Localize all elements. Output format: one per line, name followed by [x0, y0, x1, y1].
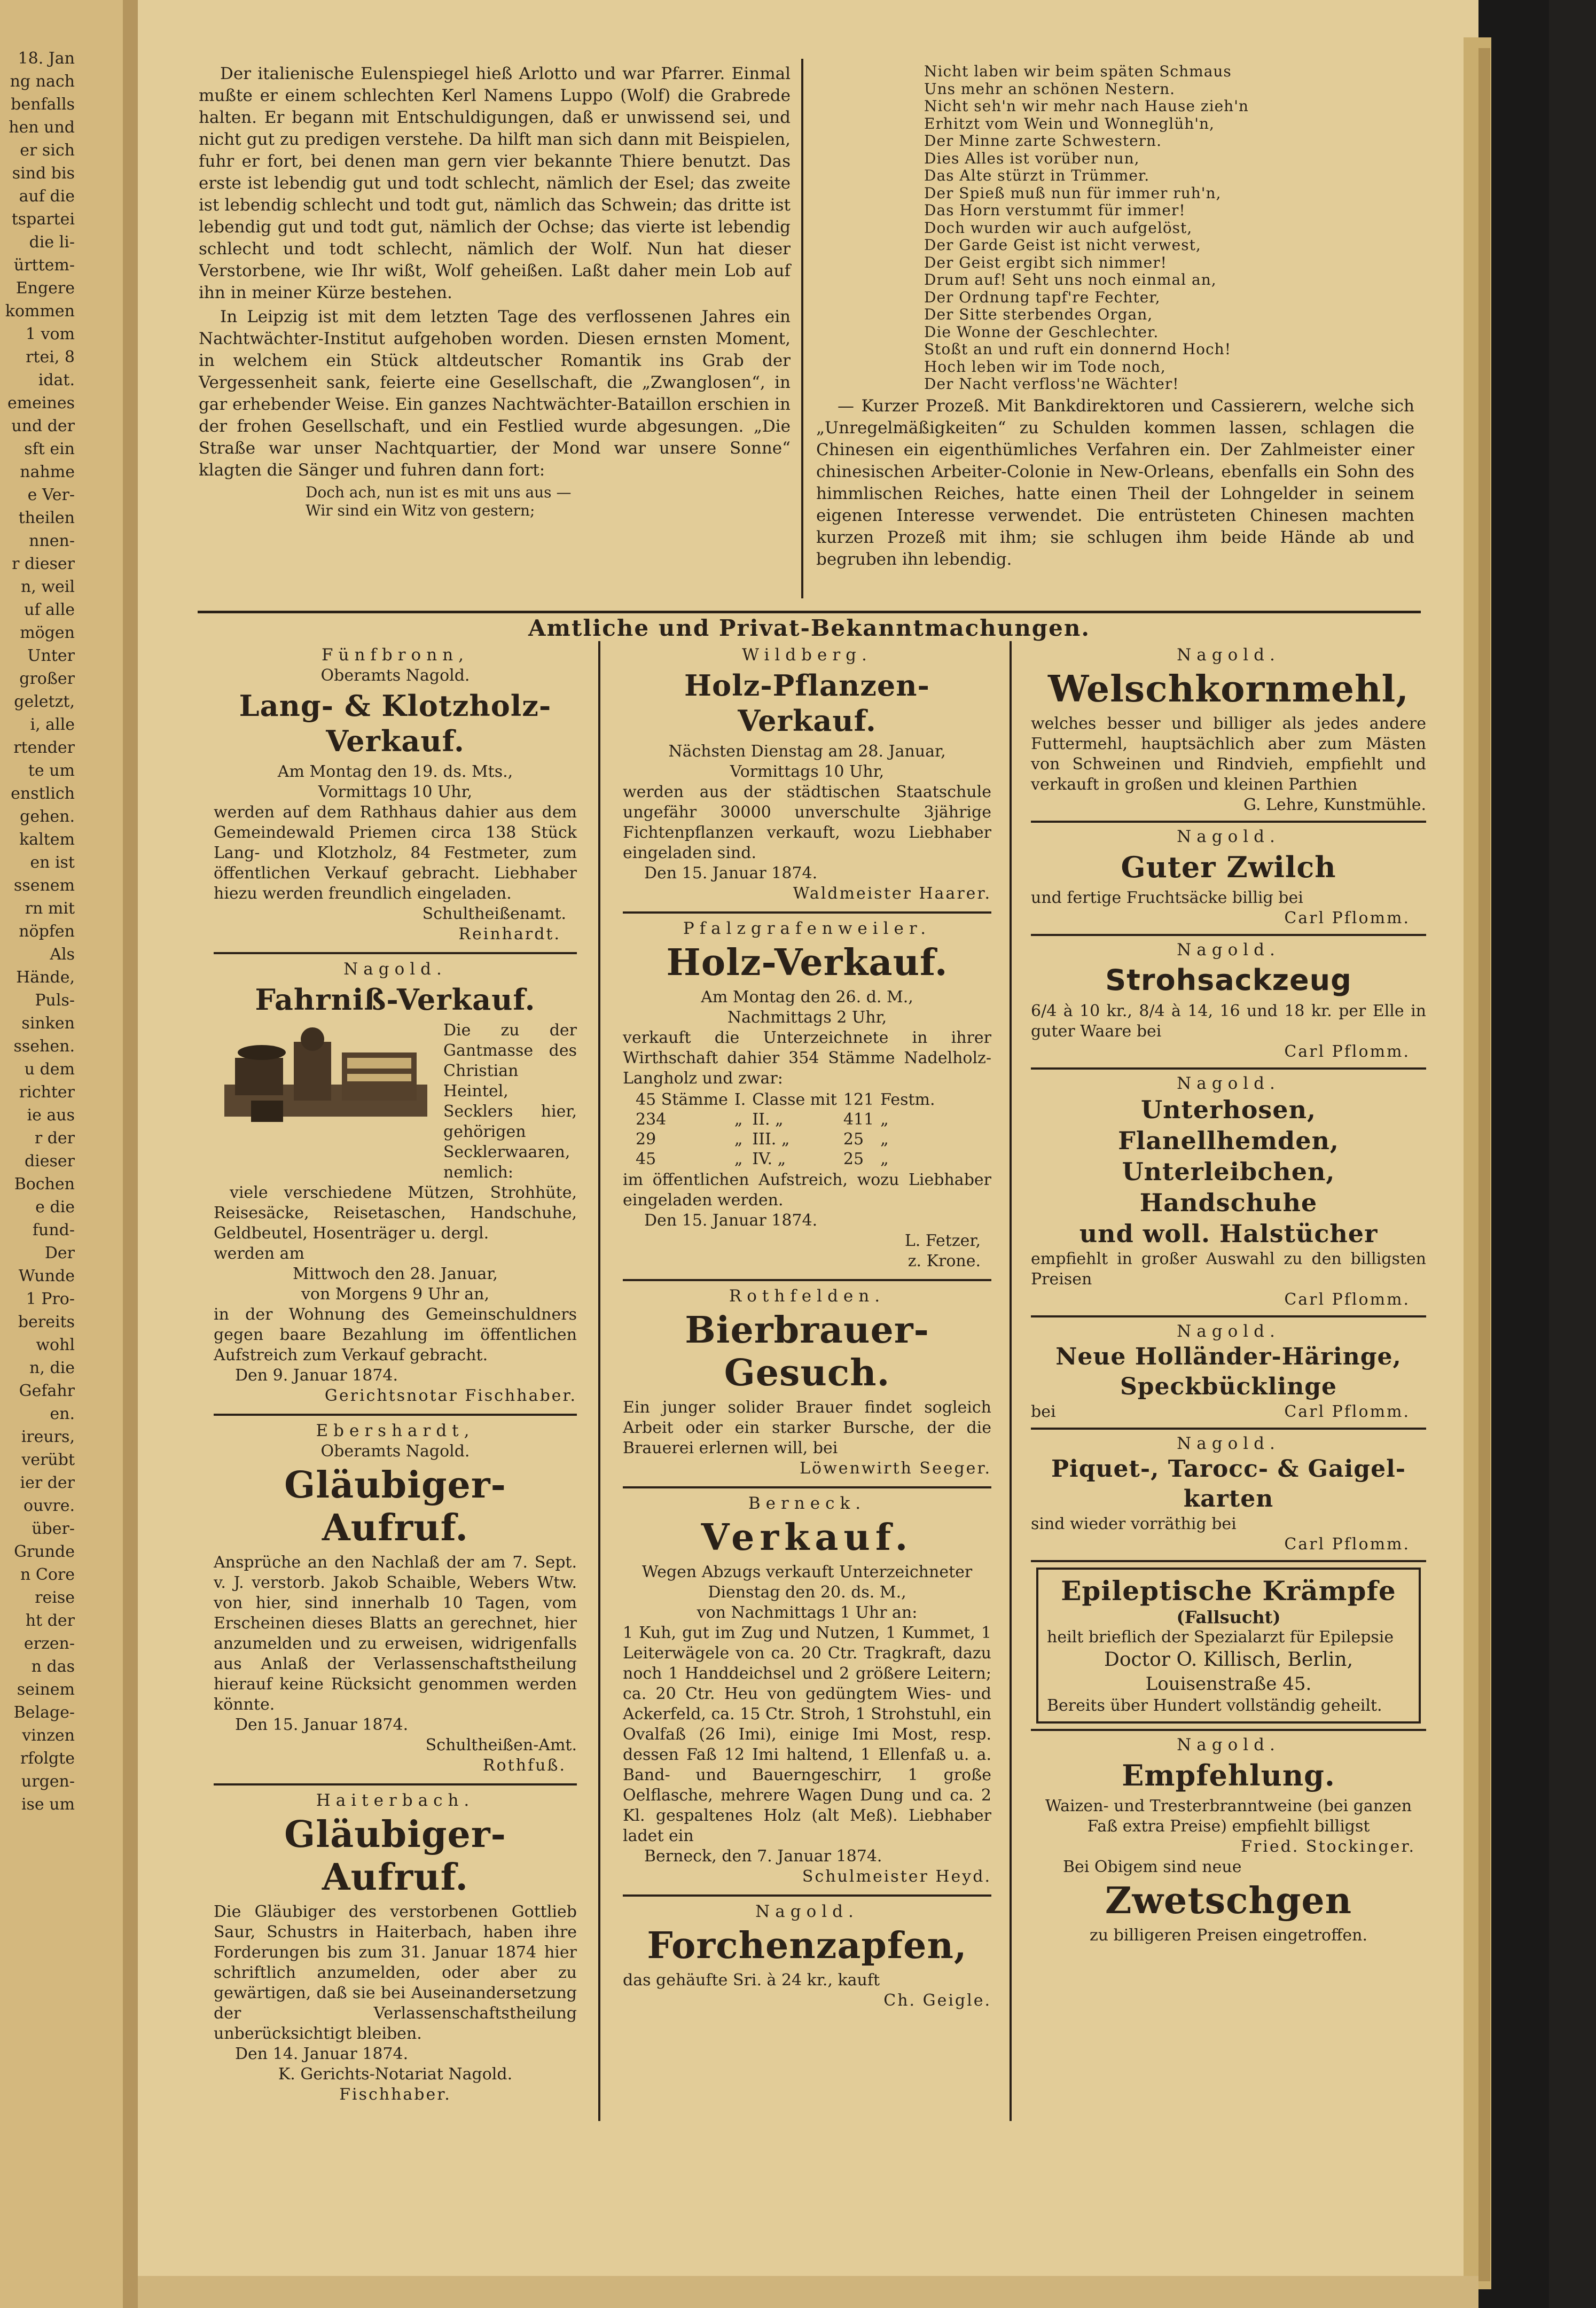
left-page-fragment: en ist	[30, 853, 75, 872]
ad-line: von Nachmittags 1 Uhr an:	[697, 1603, 918, 1622]
left-page-fragment: nahme	[20, 463, 75, 481]
verse-line: Wir sind ein Witz von gestern;	[306, 502, 535, 519]
left-page-fragment: rfolgte	[20, 1749, 75, 1768]
ad-body: empfiehlt in großer Auswahl zu den billigsten Preisen	[1031, 1250, 1426, 1289]
ad-title: Holz-Verkauf.	[666, 941, 948, 984]
timber-cell: 29	[636, 1130, 656, 1149]
ad-forchenzapfen	[623, 1901, 991, 2011]
left-page-fragment: ier der	[20, 1473, 75, 1492]
left-page-fragment: sinken	[21, 1014, 75, 1033]
ad-body: 1 Kuh, gut im Zug und Nutzen, 1 Kummet, 1 Leiterwägele von ca. 20 Ctr. Tragkraft, dazu noch 1 Handdeichsel und 2 größere Leitern; ca. 20 Ctr. Heu von gedüngtem Wies- und Ackerfeld, ca. 15 Ctr. Stroh, 1 Strohstuhl, ein Ovalfaß (26 Imi), einige Imi Most, resp. dessen Faß 12 Imi haltend, 1 Ellenfaß u. a. Band- und Bauerngeschirr, 1 große Oelflasche, mehrere Wagen Dung und ca. 2 Kl. gespaltenes Holz (alt Meß). Liebhaber ladet ein	[623, 1624, 991, 1845]
left-page-fragment: richter	[19, 1083, 75, 1102]
left-page-fragment: en.	[50, 1405, 75, 1423]
ad-line: Vormittags 10 Uhr,	[730, 762, 885, 781]
ad-title: karten	[1183, 1485, 1274, 1512]
ad-doctor: Doctor O. Killisch, Berlin,	[1104, 1649, 1354, 1671]
left-page-fragment: Unter	[27, 646, 75, 665]
ad-divider	[1031, 1315, 1426, 1317]
left-page-fragment: nnen-	[29, 532, 75, 550]
left-page-fragment: r dieser	[12, 555, 75, 573]
ad-body: sind wieder vorräthig bei	[1031, 1515, 1237, 1533]
ad-line: werden am	[214, 1244, 304, 1263]
ad-body: und fertige Fruchtsäcke billig bei	[1031, 888, 1303, 907]
ad-signature: Ch. Geigle.	[883, 1991, 991, 2010]
ad-divider	[1031, 1560, 1426, 1562]
left-page-fragment: ouvre.	[24, 1496, 75, 1515]
poem-line: Uns mehr an schönen Nestern.	[924, 80, 1176, 98]
ad-place: Berneck.	[748, 1494, 866, 1513]
left-page-fragment: auf die	[19, 187, 75, 206]
poem-line: Das Horn verstummt für immer!	[924, 201, 1186, 219]
ad-line: Nachmittags 2 Uhr,	[727, 1008, 887, 1027]
ad-signature: L. Fetzer,	[904, 1231, 981, 1250]
timber-cell: 121	[843, 1090, 874, 1109]
article-paragraph: Der italienische Eulenspiegel hieß Arlotto und war Pfarrer. Einmal mußte er einem schlechten Kerl Namens Luppo (Wolf) die Grabrede halten. Er begann mit Entschuldigungen, daß er unwissend sei, und nicht gut zu predigen verstehe. Da hilft man sich dann mit Beispielen, fuhr er fort, bei denen man gern vier bekannte Thiere benutzt. Das erste ist lebendig gut und todt schlecht, nämlich der Esel; das zweite ist lebendig schlecht und todt gut, nämlich das Schwein; das dritte ist lebendig gut und todt gut, nämlich der Ochse; das vierte ist lebendig schlecht und todt schlecht, nämlich der Wolf. Nun hat dieser Verstorbene, wie Ihr wißt, Wolf geheißen. Laßt daher mein Lob auf ihn in meiner Kürze bestehen.	[199, 64, 791, 302]
ad-place: Wildberg.	[742, 645, 872, 665]
left-page-fragment: nöpfen	[19, 922, 75, 941]
ad-body: 6/4 à 10 kr., 8/4 à 14, 16 und 18 kr. per Elle in guter Waare bei	[1031, 1002, 1426, 1041]
ad-subtitle: (Fallsucht)	[1176, 1607, 1281, 1627]
left-page-fragment: 1 Pro-	[26, 1290, 75, 1308]
ad-holzpflanzen	[623, 644, 991, 904]
left-page-fragment: seinem	[17, 1680, 75, 1699]
left-page-fragment: fund-	[32, 1221, 75, 1239]
ad-signature: Schultheißenamt.	[422, 905, 566, 923]
article-kurzer-prozess	[816, 395, 1414, 573]
ad-signature: Carl Pflomm.	[1284, 1535, 1410, 1554]
timber-cell: „	[880, 1150, 889, 1168]
left-page-fragment: mögen	[20, 623, 75, 642]
left-page-fragment: te um	[28, 761, 75, 780]
left-page-fragments	[0, 47, 75, 1816]
ad-body: Waizen- und Tresterbranntweine (bei ganzen Faß extra Preise) empfiehlt billigst	[1045, 1797, 1412, 1836]
ad-unterhosen	[1031, 1073, 1426, 1310]
ad-title: Epileptische Krämpfe	[1061, 1575, 1396, 1607]
left-page-fragment: ng nach	[10, 72, 75, 91]
left-page-fragment: wohl	[36, 1336, 75, 1354]
ad-bierbrauer	[623, 1285, 991, 1479]
left-page-fragment: ie aus	[27, 1106, 75, 1125]
ad-title: Verkauf.	[701, 1516, 913, 1559]
ad-title: Unterleibchen, Handschuhe	[1122, 1157, 1335, 1217]
left-page-fragment: Hände,	[16, 968, 75, 987]
poem-line: Der Minne zarte Schwestern.	[924, 132, 1162, 150]
left-page-fragment: dieser	[24, 1152, 75, 1171]
left-page-fragment: idat.	[38, 371, 75, 389]
ad-spielkarten	[1031, 1433, 1426, 1555]
ad-line: Nächsten Dienstag am 28. Januar,	[668, 742, 946, 761]
ad-place: Fünfbronn,	[321, 645, 470, 665]
ad-divider	[1031, 1729, 1426, 1731]
ad-line: Mittwoch den 28. Januar,	[293, 1265, 498, 1283]
timber-cell: 45	[636, 1150, 656, 1168]
ad-title: Piquet-, Tarocc- & Gaigel-	[1051, 1455, 1406, 1483]
ad-title: Holz-Pflanzen-Verkauf.	[684, 668, 930, 738]
column-3	[1031, 644, 1426, 1946]
left-page-fragment: n das	[31, 1657, 75, 1676]
left-page-fragment: verübt	[21, 1451, 75, 1469]
ad-place: Rothfelden.	[729, 1286, 886, 1306]
ad-body: das gehäufte Sri. à 24 kr., kauft	[623, 1971, 880, 1990]
timber-row	[636, 1149, 942, 1169]
ad-signature: Schulmeister Heyd.	[802, 1867, 991, 1886]
ad-date: Den 14. Januar 1874.	[235, 2045, 409, 2063]
poem-line: Das Alte stürzt in Trümmer.	[924, 167, 1150, 184]
left-page-fragment: sind bis	[12, 164, 75, 183]
section-title: Amtliche und Privat-Bekanntmachungen.	[528, 615, 1091, 641]
ad-signature: Rothfuß.	[482, 1756, 566, 1775]
poem-line: Erhitzt vom Wein und Wonneglüh'n,	[924, 114, 1215, 132]
ad-line: Wegen Abzugs verkauft Unterzeichneter	[641, 1563, 973, 1581]
ad-place: Nagold.	[1177, 645, 1280, 665]
ad-glaeubiger-haiterbach	[214, 1790, 577, 2105]
left-page-fragment: e die	[35, 1198, 75, 1217]
ad-address: Louisenstraße 45.	[1145, 1673, 1312, 1695]
ad-place: Nagold.	[1177, 827, 1280, 846]
nightwatch-poem	[833, 63, 1464, 393]
ad-date: Den 9. Januar 1874.	[235, 1366, 398, 1385]
ad-body: Die Gläubiger des verstorbenen Gottlieb Saur, Schustrs in Haiterbach, haben ihre Forderungen bis zum 31. Januar 1874 hier schriftlich anzumelden, oder aber zu gewärtigen, daß sie bei Auseinandersetzung der Verlassenschaftstheilung unberücksichtigt bleiben.	[214, 1902, 577, 2043]
poem-line: Dies Alles ist vorüber nun,	[924, 149, 1140, 167]
left-page-fragment: rtei, 8	[26, 348, 75, 367]
left-page-fragment: Bochen	[14, 1175, 75, 1194]
ad-title: Forchenzapfen,	[647, 1924, 967, 1967]
poem-line: Hoch leben wir im Tode noch,	[924, 357, 1166, 376]
left-page-fragment: enstlich	[11, 784, 75, 803]
ad-signature: G. Lehre, Kunstmühle.	[1243, 796, 1426, 814]
article-paragraph: — Kurzer Prozeß. Mit Bankdirektoren und Cassierern, welche sich „Unregelmäßigkeiten“ zu Schulden kommen lassen, schlagen die Chinesen ein eigenthümliches Verfahren ein. Der Zahlmeister einer chinesischen Arbeiter-Colonie in New-Orleans, ebenfalls ein Sohn des himmlischen Reiches, hatte einen Theil der Lohngelder in seinem eigenen Interesse verwendet. Die entrüsteten Chinesen machten kurzen Prozeß mit ihm; sie schlugen ihm beide Hände ab und begruben ihn lebendig.	[816, 396, 1414, 569]
ad-signature: Gerichtsnotar Fischhaber.	[324, 1386, 577, 1405]
ad-signature: z. Krone.	[907, 1252, 981, 1270]
timber-cell: „	[734, 1110, 743, 1129]
left-page-fragment: kaltem	[19, 830, 75, 849]
left-page-fragment: ssenem	[13, 876, 75, 895]
left-page-fragment: über-	[32, 1519, 75, 1538]
left-page-fragment: und der	[11, 417, 75, 435]
ad-divider	[1031, 934, 1426, 936]
left-page-fragment: emeines	[7, 394, 75, 412]
ad-divider	[214, 1783, 577, 1785]
ad-date: Den 15. Januar 1874.	[644, 864, 818, 883]
ad-body: welches besser und billiger als jedes andere Futtermehl, hauptsächlich aber zum Mästen von Schweinen und Rindvieh, empfiehlt und verkauft in großen und kleinen Parthien	[1031, 714, 1426, 794]
poem-line: Der Nacht verfloss'ne Wächter!	[924, 375, 1179, 393]
left-page-fragment: geletzt,	[14, 692, 75, 711]
ad-place: Pfalzgrafenweiler.	[683, 919, 932, 938]
poem-line: Stoßt an und ruft ein donnernd Hoch!	[924, 340, 1231, 358]
left-page-fragment: theilen	[18, 509, 75, 527]
timber-cell: III. „	[752, 1130, 790, 1149]
merchandise-illustration	[214, 1020, 438, 1127]
ad-signature: Löwenwirth Seeger.	[800, 1459, 991, 1478]
timber-table	[636, 1090, 942, 1169]
ad-body: viele verschiedene Mützen, Strohhüte, Reisesäcke, Reisetaschen, Handschuhe, Geldbeutel, Hosenträger u. dergl.	[214, 1183, 577, 1243]
ad-line: bei	[1031, 1402, 1056, 1421]
ad-subplace: Oberamts Nagold.	[320, 666, 470, 685]
ad-haeringe	[1031, 1321, 1426, 1422]
timber-cell: 411	[843, 1110, 874, 1129]
column-divider	[801, 59, 803, 598]
timber-cell: 25	[843, 1150, 864, 1168]
ad-title: Gläubiger-Aufruf.	[284, 1464, 506, 1549]
left-page-fragment: urgen-	[21, 1772, 75, 1791]
ad-empfehlung	[1031, 1734, 1426, 1946]
section-header	[198, 613, 1421, 643]
left-page-fragment: benfalls	[11, 95, 75, 114]
ad-body: Ansprüche an den Nachlaß der am 7. Sept. v. J. verstorb. Jakob Schaible, Webers Wtw. von hier, sind innerhalb 10 Tagen, vom Erscheinen dieses Blatts an gerechnet, hier anzumelden und zu erweisen, widrigenfalls aus Anlaß der Verlassenschaftstheilung hierauf keine Rücksicht genommen werden könnte.	[214, 1553, 577, 1714]
timber-cell: IV. „	[752, 1150, 786, 1168]
timber-cell: Classe mit	[752, 1090, 837, 1109]
ad-line: Am Montag den 26. d. M.,	[701, 988, 913, 1007]
poem-line: Der Sitte sterbendes Organ,	[924, 306, 1153, 323]
left-page-fragment: kommen	[5, 302, 75, 321]
ad-divider	[214, 952, 577, 954]
timber-cell: 234	[636, 1110, 667, 1129]
ad-body: verkauft die Unterzeichnete in ihrer Wirthschaft dahier 354 Stämme Nadelholz-Langholz und zwar:	[623, 1028, 991, 1088]
left-page-fragment: Grunde	[14, 1542, 75, 1561]
left-page-fragment: Gefahr	[19, 1382, 75, 1400]
ad-line: Am Montag den 19. ds. Mts.,	[277, 762, 513, 781]
left-page-fragment: n, die	[29, 1359, 75, 1377]
left-page-fragment: großer	[19, 669, 75, 688]
left-page-fragment: e Ver-	[27, 486, 75, 504]
poem-line: Der Geist ergibt sich nimmer!	[924, 253, 1167, 271]
left-page-fragment: tspartei	[11, 210, 75, 229]
ad-langholz	[214, 644, 577, 945]
timber-cell: II. „	[752, 1110, 784, 1129]
left-page-fragment: ise um	[21, 1795, 75, 1814]
left-page-fragment: sft ein	[24, 440, 75, 458]
ad-title: Guter Zwilch	[1121, 850, 1336, 884]
ad-strohsackzeug	[1031, 939, 1426, 1062]
ad-epilepsie	[1036, 1568, 1421, 1724]
ad-title: Welschkornmehl,	[1048, 668, 1409, 711]
left-page-fragment: r der	[34, 1129, 75, 1148]
left-page-fragment: bereits	[18, 1313, 75, 1331]
ad-date: Den 15. Januar 1874.	[235, 1716, 409, 1734]
timber-cell: I.	[734, 1090, 746, 1109]
timber-cell: „	[880, 1110, 889, 1129]
ad-signature: Carl Pflomm.	[1284, 909, 1410, 927]
ad-divider	[1031, 1067, 1426, 1070]
ad-signature: Carl Pflomm.	[1284, 1042, 1410, 1061]
ad-holzverkauf	[623, 918, 991, 1272]
ad-title: und woll. Halstücher	[1079, 1219, 1378, 1248]
ad-signature: Carl Pflomm.	[1284, 1290, 1410, 1309]
ad-glaeubiger-ebershardt	[214, 1420, 577, 1776]
left-page-fragment: Als	[50, 945, 75, 964]
ad-divider	[214, 1414, 577, 1416]
ad-divider	[1031, 821, 1426, 823]
timber-cell: Festm.	[880, 1090, 935, 1109]
ad-line: Vormittags 10 Uhr,	[318, 783, 473, 801]
left-page-fragment: vinzen	[22, 1726, 75, 1745]
ad-title: Bierbrauer-Gesuch.	[685, 1309, 929, 1394]
timber-row	[636, 1110, 942, 1129]
column-2	[623, 644, 991, 2011]
ad-body: zu billigeren Preisen eingetroffen.	[1089, 1926, 1368, 1945]
ad-title: Gläubiger-Aufruf.	[284, 1813, 506, 1899]
left-page-fragment: ürttem-	[13, 256, 75, 275]
poem-line: Doch wurden wir auch aufgelöst,	[924, 219, 1193, 237]
ad-place: Nagold.	[1177, 1322, 1280, 1341]
left-page-fragment: Belage-	[13, 1703, 75, 1722]
ad-title: Zwetschgen	[1105, 1880, 1352, 1922]
left-page-fragment: uf alle	[24, 601, 75, 619]
ad-place: Nagold.	[1177, 940, 1280, 960]
poem-line: Die Wonne der Geschlechter.	[924, 323, 1159, 341]
poem-line: Nicht seh'n wir mehr nach Hause zieh'n	[924, 97, 1249, 115]
ad-subplace: Oberamts Nagold.	[320, 1442, 470, 1461]
ad-signature: Schultheißen-Amt.	[425, 1736, 577, 1755]
ad-line: Bei Obigem sind neue	[1063, 1858, 1242, 1876]
ad-place: Nagold.	[1177, 1074, 1280, 1093]
ad-place: Ebershardt,	[316, 1421, 475, 1440]
ad-place: Nagold.	[755, 1902, 859, 1921]
article-eulenspiegel	[199, 63, 791, 520]
ad-divider	[623, 1279, 991, 1281]
left-page-fragment: ssehen.	[13, 1037, 75, 1056]
left-page-fragment: 18. Jan	[18, 49, 75, 68]
article-paragraph: In Leipzig ist mit dem letzten Tage des verflossenen Jahres ein Nachtwächter-Institut aufgehoben worden. Diesen ernsten Moment, in welchem ein Stück altdeutscher Romantik ins Grab der Vergessenheit sank, feierte eine Gesellschaft, die „Zwanglosen“, in gar erhebender Weise. Ein ganzes Nachtwächter-Bataillon erschien in der frohen Gesellschaft, und ein Festlied wurde abgesungen. „Die Straße war unser Nachtquartier, der Mond war unsere Sonne“ klagten die Sänger und fuhren dann fort:	[199, 307, 791, 480]
left-page-fragment: Wunde	[18, 1267, 75, 1285]
timber-cell: „	[880, 1130, 889, 1149]
timber-row	[636, 1129, 942, 1149]
ad-zwilch	[1031, 826, 1426, 929]
ad-body: in der Wohnung des Gemeinschuldners gegen baare Bezahlung im öffentlichen Aufstreich zum Verkauf gebracht.	[214, 1305, 577, 1364]
ad-title: Fahrniß-Verkauf.	[255, 983, 536, 1017]
ad-title: Speckbücklinge	[1120, 1373, 1337, 1400]
timber-cell: „	[734, 1130, 743, 1149]
poem-line: Nicht laben wir beim späten Schmaus	[924, 63, 1232, 80]
ad-place: Nagold.	[1177, 1735, 1280, 1755]
left-page-fragment: rtender	[13, 738, 75, 757]
ad-place: Nagold.	[1177, 1434, 1280, 1453]
poem-line: Der Ordnung tapf're Fechter,	[924, 288, 1161, 306]
left-page-fragment: Der	[44, 1244, 75, 1262]
ad-line: von Morgens 9 Uhr an,	[301, 1285, 490, 1304]
ad-body: werden aus der städtischen Staatschule ungefähr 30000 unverschulte 3jährige Fichtenpflanzen verkauft, wozu Liebhaber eingeladen sind.	[623, 783, 991, 862]
ad-signature: Fischhaber.	[339, 2085, 451, 2104]
left-page-fragment: erzen-	[24, 1634, 75, 1653]
left-page-fragment: er sich	[20, 141, 75, 160]
ad-body: Die zu der Gantmasse des Christian Heintel, Secklers hier, gehörigen Secklerwaaren, nemlich:	[443, 1021, 577, 1182]
ad-divider	[1031, 1428, 1426, 1430]
timber-cell: 45 Stämme	[636, 1090, 728, 1109]
ad-title: Lang- & Klotzholz-Verkauf.	[239, 689, 552, 758]
left-page-fragment: Engere	[15, 279, 75, 298]
poem-line: Der Spieß muß nun für immer ruh'n,	[924, 184, 1222, 202]
ad-body: Bereits über Hundert vollständig geheilt.	[1047, 1696, 1382, 1715]
left-page-fragment: n, weil	[20, 578, 75, 596]
ad-signature: K. Gerichts-Notariat Nagold.	[278, 2065, 513, 2084]
ad-place: Nagold.	[343, 960, 447, 979]
ad-divider	[623, 1894, 991, 1897]
ad-verkauf-berneck	[623, 1493, 991, 1887]
timber-cell: 25	[843, 1130, 864, 1149]
ad-divider	[623, 911, 991, 914]
left-page-fragment: i, alle	[30, 715, 75, 734]
ad-line: Dienstag den 20. ds. M.,	[708, 1583, 906, 1602]
timber-row	[636, 1090, 942, 1110]
left-page-fragment: n Core	[20, 1565, 75, 1584]
poem-line: Drum auf! Seht uns noch einmal an,	[924, 271, 1217, 288]
left-page-fragment: u dem	[24, 1060, 75, 1079]
timber-cell: „	[734, 1150, 743, 1168]
ad-signature: Fried. Stockinger.	[1241, 1837, 1415, 1856]
ad-date: Berneck, den 7. Januar 1874.	[644, 1847, 882, 1866]
verse-line: Doch ach, nun ist es mit uns aus —	[306, 484, 572, 501]
ad-title: Strohsackzeug	[1105, 963, 1352, 997]
ad-place: Haiterbach.	[316, 1791, 475, 1810]
ad-title: Empfehlung.	[1122, 1758, 1335, 1792]
ad-divider	[623, 1486, 991, 1488]
ad-date: Den 15. Januar 1874.	[644, 1211, 818, 1230]
left-page-fragment: Puls-	[35, 991, 75, 1010]
poem-line: Der Garde Geist ist nicht verwest,	[924, 236, 1201, 254]
ad-signature: Carl Pflomm.	[1284, 1402, 1410, 1421]
left-page-fragment: ireurs,	[21, 1428, 75, 1446]
left-page-fragment: ht der	[25, 1611, 75, 1630]
ad-body: werden auf dem Rathhaus dahier aus dem Gemeindewald Priemen circa 138 Stück Lang- und Klotzholz, 84 Festmeter, zum öffentlichen Verkauf gebracht. Liebhaber hiezu werden freundlich eingeladen.	[214, 803, 577, 903]
ad-body: Ein junger solider Brauer findet sogleich Arbeit oder ein starker Bursche, der die Brauerei erlernen will, bei	[623, 1398, 991, 1457]
ad-welschkornmehl	[1031, 644, 1426, 815]
left-page-fragment: die li-	[29, 233, 75, 252]
left-page-fragment: hen und	[9, 118, 75, 137]
ad-title: Neue Holländer-Häringe,	[1055, 1343, 1402, 1370]
column-divider	[598, 641, 600, 2121]
ad-signature: Waldmeister Haarer.	[793, 884, 991, 903]
ad-body: heilt brieflich der Spezialarzt für Epilepsie	[1047, 1628, 1394, 1647]
left-page-fragment: gehen.	[20, 807, 75, 826]
left-page-fragment: 1 vom	[25, 325, 75, 344]
ad-body: im öffentlichen Aufstreich, wozu Liebhaber eingeladen werden.	[623, 1171, 991, 1210]
ad-signature: Reinhardt.	[458, 925, 561, 944]
ad-title: Unterhosen, Flanellhemden,	[1118, 1095, 1339, 1155]
ad-fahrniss	[214, 958, 577, 1406]
left-page-fragment: rn mit	[25, 899, 75, 918]
column-divider	[1010, 641, 1012, 2121]
column-1	[214, 644, 577, 2105]
left-page-fragment: reise	[35, 1588, 75, 1607]
